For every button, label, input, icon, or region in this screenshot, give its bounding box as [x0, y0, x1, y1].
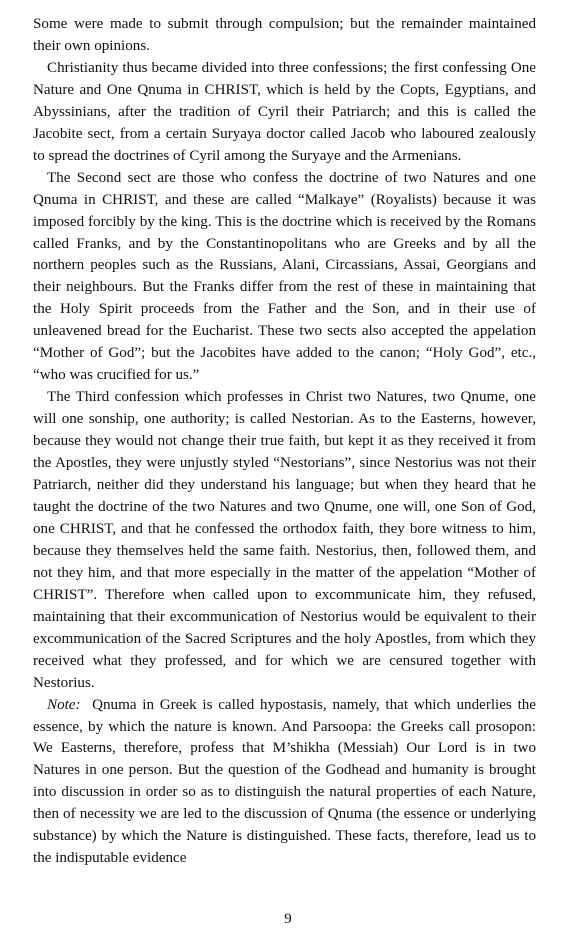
note-label: Note: [47, 696, 81, 713]
note-text: Qnuma in Greek is called hypostasis, namely, that which underlies the essence, by which the nature is known. And Parsoopa: the Greeks call prosopon: We Easterns, therefore, profess that M’shikha (Messiah) Our Lord is in two Natures in one person. But the question of the Godhead and humanity is brought into discussion in order so as to distinguish the natural properties of each Nature, then of necessity we are led to the discussion of Qnuma (the essence or underlying substance) by which the Nature is distinguished. These facts, therefore, lead us to the indisputable evidence [33, 696, 537, 867]
body-text [33, 14, 536, 870]
paragraph-second-sect: The Second sect are those who confess the doctrine of two Natures and one Qnuma in CHRIST, and these are called “Malkaye” (Royalists) because it was imposed forcibly by the king. This is the doctrine which is received by the Romans called Franks, and by the Constantinopolitans who are Greeks and by all the northern peoples such as the Russians, Alani, Circassians, Assai, Georgians and their neighbours. But the Franks differ from the rest of these in maintaining that the Holy Spirit proceeds from the Father and the Son, and in their use of unleavened bread for the Eucharist. These two sects also accepted the appelation “Mother of God”; but the Jacobites have added to the canon; “Holy God”, etc., “who was crucified for us.” [33, 169, 536, 384]
paragraph-first-confession: Christianity thus became divided into three confessions; the first confessing One Nature and One Qnuma in CHRIST, which is held by the Copts, Egyptians, and Abyssinians, after the tradition of Cyril their Patriarch; and this is called the Jacobite sect, from a certain Suryaya doctor called Jacob who laboured zealously to spread the doctrines of Cyril among the Suryaye and the Armenians. [33, 59, 536, 164]
paragraph-continuation: Some were made to submit through compulsion; but the remainder maintained their own opinions. [33, 16, 536, 54]
paragraph-note [33, 695, 536, 871]
page-number: 9 [284, 911, 292, 927]
paragraph-third-confession: The Third confession which professes in Christ two Natures, two Qnume, one will one sonship, one authority; is called Nestorian. As to the Easterns, however, because they would not change their true faith, but kept it as they received it from the Apostles, they were unjustly styled “Nestorians”, since Nestorius was not their Patriarch, neither did they understand his language; but when they heard that he taught the doctrine of the two Natures and two Qnume, one will, one Son of God, one CHRIST, and that he confessed the orthodox faith, they bore witness to him, because they themselves held the same faith. Nestorius, then, followed them, and not they him, and that more especially in the matter of the appelation “Mother of CHRIST”. Therefore when called upon to excommunicate him, they refused, maintaining that their excommunication of Nestorius would be equivalent to their excommunication of the Sacred Scriptures and the holy Apostles, from which they received what they professed, and for which we are censured together with Nestorius. [33, 389, 536, 691]
